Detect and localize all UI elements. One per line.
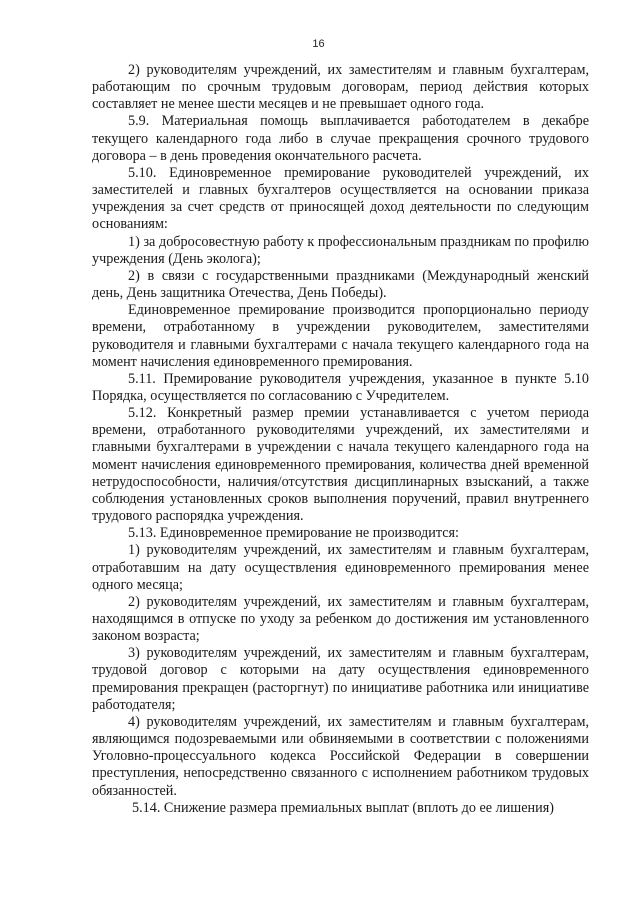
paragraph-5-10: 5.10. Единовременное премирование руководителей учреждений, их заместителей и главных бухгалтеров осуществляется на основании приказа учреждения за счет средств от приносящей доход деятельности по следующим основаниям: bbox=[92, 164, 589, 233]
paragraph-5-13-item-4: 4) руководителям учреждений, их заместителям и главным бухгалтерам, являющимся подозреваемыми или обвиняемыми в соответствии с положениями Уголовно-процессуального кодекса Российской Федерации в совершении преступления, непосредственно связанного с исполнением работником трудовых обязанностей. bbox=[92, 713, 589, 799]
paragraph-5-13-item-3: 3) руководителям учреждений, их заместителям и главным бухгалтерам, трудовой договор с которыми на дату осуществления единовременного премирования прекращен (расторгнут) по инициативе работника или инициативе работодателя; bbox=[92, 645, 589, 713]
paragraph-5-13: 5.13. Единовременное премирование не производится: bbox=[128, 525, 459, 542]
paragraph-5-9: 5.9. Материальная помощь выплачивается работодателем в декабре текущего календарного года либо в случае прекращения срочного трудового договора – в день проведения окончательного расчета. bbox=[92, 113, 589, 164]
paragraph-5-10-item-1: 1) за добросовестную работу к профессиональным праздникам по профилю учреждения (День эколога); bbox=[92, 233, 589, 267]
document-body bbox=[92, 62, 589, 817]
paragraph-5-13-item-1: 1) руководителям учреждений, их заместителям и главным бухгалтерам, отработавшим на дату осуществления единовременного премирования менее одного месяца; bbox=[92, 542, 589, 593]
paragraph-5-14: 5.14. Снижение размера премиальных выплат (вплоть до ее лишения) bbox=[132, 799, 554, 816]
page-number: 16 bbox=[312, 38, 325, 50]
paragraph-5-10-item-2: 2) в связи с государственными праздниками (Международный женский день, День защитника Отечества, День Победы). bbox=[92, 267, 589, 302]
paragraph-5-13-item-2: 2) руководителям учреждений, их заместителям и главным бухгалтерам, находящимся в отпуске по уходу за ребенком до достижения им установленного законом возраста; bbox=[92, 593, 589, 645]
paragraph-5-11: 5.11. Премирование руководителя учреждения, указанное в пункте 5.10 Порядка, осуществляется по согласованию с Учредителем. bbox=[92, 370, 589, 404]
paragraph-item-2-heads: 2) руководителям учреждений, их заместителям и главным бухгалтерам, работающим по срочным трудовым договорам, период действия которых составляет не менее шести месяцев и не превышает одного года. bbox=[92, 62, 589, 113]
paragraph-5-10-proportional: Единовременное премирование производится пропорционально периоду времени, отработанному в учреждении руководителем, заместителями руководителя и главными бухгалтерами с начала текущего календарного года на момент начисления единовременного премирования. bbox=[92, 302, 589, 370]
paragraph-5-12: 5.12. Конкретный размер премии устанавливается с учетом периода времени, отработанного руководителями учреждений, их заместителями и главными бухгалтерами в учреждении с начала текущего календарного года на момент начисления единовременного премирования, количества дней временной нетрудоспособности, наличия/отсутствия дисциплинарных взысканий, а также соблюдения установленных сроков выполнения поручений, правил внутреннего трудового распорядка учреждения. bbox=[92, 405, 589, 525]
